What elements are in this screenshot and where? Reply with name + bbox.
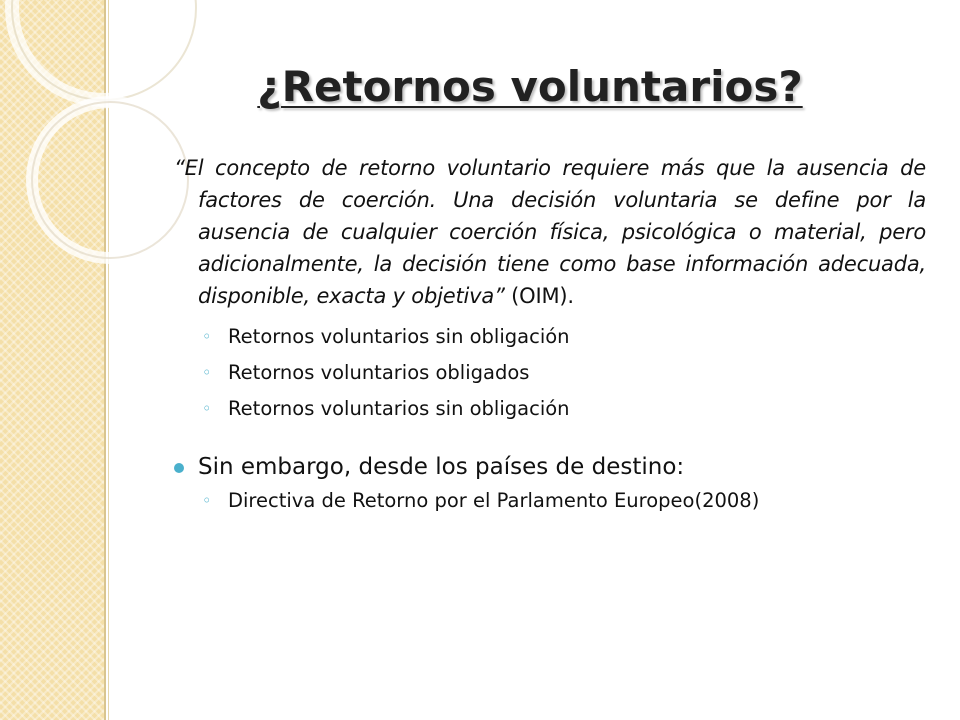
sub-list-destination <box>174 483 926 519</box>
list-item <box>174 319 926 355</box>
hollow-circle-bullet-icon: ◦ <box>202 399 212 418</box>
sub-list-return-types <box>174 319 926 427</box>
hollow-circle-bullet-icon: ◦ <box>202 327 212 346</box>
list-item-label: Retornos voluntarios sin obligación <box>228 397 570 420</box>
list-item-label: Retornos voluntarios sin obligación <box>228 325 570 348</box>
list-item <box>174 483 926 519</box>
quote-source: (OIM). <box>504 284 574 308</box>
quote-paragraph <box>174 152 926 312</box>
list-item-label: Retornos voluntarios obligados <box>228 361 530 384</box>
hollow-circle-bullet-icon: ◦ <box>202 363 212 382</box>
list-item <box>174 391 926 427</box>
list-item <box>174 355 926 391</box>
filled-circle-bullet-icon <box>174 463 184 473</box>
list-item-label: Directiva de Retorno por el Parlamento Europeo(2008) <box>228 489 760 512</box>
main-bullet-label: Sin embargo, desde los países de destino: <box>198 454 685 480</box>
slide-content <box>174 152 926 519</box>
quote-text: “El concepto de retorno voluntario requiere más que la ausencia de factores de coerción. Una decisión voluntaria se define por la ausencia de cualquier coerción física, psicológica o material, pero adicionalmente, la decisión tiene como base información adecuada, disponible, exacta y objetiva” <box>174 156 926 308</box>
hollow-circle-bullet-icon: ◦ <box>202 491 212 510</box>
slide-title: ¿Retornos voluntarios? <box>257 62 803 111</box>
main-bullet-item <box>174 449 926 485</box>
